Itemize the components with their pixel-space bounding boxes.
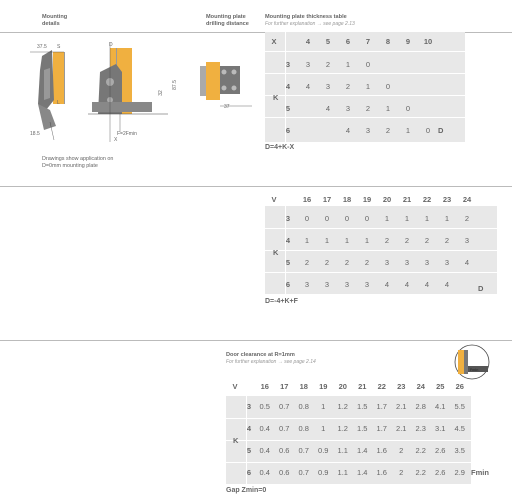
dim-37-5: 37.5 <box>37 44 47 50</box>
dim-87-5: 87.5 <box>171 80 178 90</box>
table-corner-label: V <box>232 382 238 391</box>
table-cell: 1.7 <box>376 402 387 411</box>
table-header-cell: 20 <box>382 195 392 204</box>
table-header-cell: 9 <box>405 37 411 46</box>
section-divider <box>0 340 512 341</box>
table-cell: 2 <box>404 236 410 245</box>
table-cell: 2.3 <box>415 424 426 433</box>
table-cell: 2 <box>464 214 470 223</box>
table-cell: 4 <box>384 280 390 289</box>
thickness-table-heading: Mounting plate thickness table <box>265 14 347 20</box>
table-row-label: 5 <box>285 104 291 113</box>
dim-l: L <box>57 100 60 106</box>
table-cell: 1.6 <box>376 446 387 455</box>
table-cell: 3 <box>424 258 430 267</box>
table-header-cell: 22 <box>422 195 432 204</box>
table-header-cell: 21 <box>358 382 367 391</box>
table-header-cell: 26 <box>455 382 464 391</box>
table-row-label: 5 <box>246 446 252 455</box>
table-cell: 2 <box>384 236 390 245</box>
table-cell: 0 <box>364 214 370 223</box>
table-header-cell: 7 <box>365 37 371 46</box>
table-cell: 3 <box>464 236 470 245</box>
table-cell: 1 <box>404 214 410 223</box>
dim-37: 37 <box>224 104 230 110</box>
table-corner-label: V <box>271 195 277 204</box>
table-cell: 2 <box>424 236 430 245</box>
table-cell: 2 <box>399 468 404 477</box>
plate-drilling-heading: Mounting plate drilling distance <box>206 14 249 27</box>
table-cell: 0.7 <box>279 424 290 433</box>
table-cell: 0.4 <box>259 468 270 477</box>
table-cell: 1.5 <box>357 402 368 411</box>
table-cell: 0.6 <box>279 468 290 477</box>
table-cell: 1 <box>384 214 390 223</box>
table-cell: 3 <box>384 258 390 267</box>
table-cell: 4 <box>444 280 450 289</box>
table-end-label: D <box>438 126 444 135</box>
table-cell: 5.5 <box>454 402 465 411</box>
table-row-label: 5 <box>285 258 291 267</box>
dim-18-5: 18.5 <box>30 131 40 137</box>
table-cell: 1 <box>345 60 351 69</box>
table-cell: 1 <box>324 236 330 245</box>
table-cell: 2 <box>344 258 350 267</box>
table-cell: 0.7 <box>279 402 290 411</box>
table-header-cell: 18 <box>299 382 308 391</box>
table-cell: 1.2 <box>337 424 348 433</box>
table-corner-label: X <box>271 37 277 46</box>
table-cell: 3 <box>305 60 311 69</box>
table-header-cell: 16 <box>260 382 269 391</box>
table-cell: 1.5 <box>357 424 368 433</box>
table-cell: 1.7 <box>376 424 387 433</box>
table-cell: 3 <box>444 258 450 267</box>
table-cell: 1 <box>385 104 391 113</box>
mounting-details-heading: Mounting details <box>42 14 68 27</box>
table-header-cell: 23 <box>442 195 452 204</box>
table-header-cell: 21 <box>402 195 412 204</box>
table-cell: 0.4 <box>259 446 270 455</box>
table-row-label: 3 <box>285 214 291 223</box>
table-cell: 2.8 <box>415 402 426 411</box>
table-row-axis-label: K <box>233 436 239 445</box>
table-cell: 0.6 <box>279 446 290 455</box>
see-further-note: For further explanation → see page 2.13 <box>265 21 355 27</box>
table-cell: 1.1 <box>337 446 348 455</box>
table-cell: 2 <box>325 60 331 69</box>
table-cell: 3.5 <box>454 446 465 455</box>
table-cell: 3 <box>304 280 310 289</box>
drawings-note: Drawings show application on D=0mm mounting plate <box>42 156 114 170</box>
table-cell: 0.9 <box>318 468 329 477</box>
table-end-label: Fmin <box>471 468 489 477</box>
see-further-note-2: For further explanation → see page 2.14 <box>226 359 316 365</box>
table-cell: 2 <box>364 258 370 267</box>
mounting-plate-drawing <box>200 52 252 112</box>
table-header-cell: 19 <box>362 195 372 204</box>
table-cell: 0 <box>365 60 371 69</box>
table-cell: 0.8 <box>298 424 309 433</box>
dim-32: 32 <box>157 90 164 96</box>
table-row-label: 3 <box>285 60 291 69</box>
table-header-cell: 24 <box>416 382 425 391</box>
dim-x: X <box>114 137 118 143</box>
table-row-label: 6 <box>285 280 291 289</box>
table-row-label: 4 <box>246 424 252 433</box>
section-divider <box>0 186 512 187</box>
table-cell: 3 <box>344 280 350 289</box>
table-header-cell: 20 <box>338 382 347 391</box>
table-cell: 4 <box>325 104 331 113</box>
table-cell: 1 <box>365 82 371 91</box>
table-cell: 3.1 <box>435 424 446 433</box>
table-cell: 2 <box>385 126 391 135</box>
table-cell: 4 <box>424 280 430 289</box>
table-header-cell: 23 <box>397 382 406 391</box>
table-cell: 4 <box>345 126 351 135</box>
table-cell: 2.1 <box>396 402 407 411</box>
table-cell: 2.2 <box>415 468 426 477</box>
table-cell: 4.1 <box>435 402 446 411</box>
table-cell: 1 <box>344 236 350 245</box>
dim-f: F=2Fmin <box>117 131 137 137</box>
table-header-cell: 17 <box>280 382 289 391</box>
table-cell: 3 <box>365 126 371 135</box>
table-cell: 0 <box>324 214 330 223</box>
table-cell: 1.6 <box>376 468 387 477</box>
table-cell: 3 <box>324 280 330 289</box>
table-cell: 2 <box>365 104 371 113</box>
table-cell: 0.7 <box>298 468 309 477</box>
table-cell: 1 <box>405 126 411 135</box>
table-cell: 2 <box>444 236 450 245</box>
table-cell: 0.8 <box>298 402 309 411</box>
table-cell: 3 <box>325 82 331 91</box>
table-header-cell: 24 <box>462 195 472 204</box>
table-cell: 3 <box>404 258 410 267</box>
table-cell: 2 <box>304 258 310 267</box>
table-cell: 2.6 <box>435 446 446 455</box>
table-cell: 1 <box>424 214 430 223</box>
table-cell: 0 <box>344 214 350 223</box>
table-cell: 0 <box>405 104 411 113</box>
table-header-cell: 25 <box>436 382 445 391</box>
table-row-axis-label: K <box>273 93 279 102</box>
table-cell: 0.7 <box>298 446 309 455</box>
table-cell: 2 <box>345 82 351 91</box>
table-header-cell: 18 <box>342 195 352 204</box>
table-cell: 1.2 <box>337 402 348 411</box>
table-cell: 2.1 <box>396 424 407 433</box>
table-cell: 4.5 <box>454 424 465 433</box>
table-cell: 4 <box>305 82 311 91</box>
table-row-label: 6 <box>246 468 252 477</box>
table-row-label: 4 <box>285 82 291 91</box>
table-header-cell: 6 <box>345 37 351 46</box>
table-row-label: 3 <box>246 402 252 411</box>
table-header-cell: 8 <box>385 37 391 46</box>
table-cell: 0.9 <box>318 446 329 455</box>
table-cell: 2.6 <box>435 468 446 477</box>
table-cell: 2.2 <box>415 446 426 455</box>
table-cell: 1 <box>321 402 326 411</box>
formula-3: Gap Zmin=0 <box>226 487 267 494</box>
table-cell: 3 <box>364 280 370 289</box>
table-cell: 0 <box>304 214 310 223</box>
table-cell: 2.9 <box>454 468 465 477</box>
table-row-axis-label: K <box>273 248 279 257</box>
table-header-cell: 17 <box>322 195 332 204</box>
table-end-label: D <box>478 284 484 293</box>
table-cell: 0 <box>385 82 391 91</box>
table-header-cell: 5 <box>325 37 331 46</box>
table-header-cell: 16 <box>302 195 312 204</box>
table-cell: 3 <box>345 104 351 113</box>
table-cell: 2 <box>399 446 404 455</box>
icon-fmin-label: Fmin <box>470 368 479 372</box>
table-cell: 2 <box>324 258 330 267</box>
table-cell: 1.1 <box>337 468 348 477</box>
table-header-cell: 22 <box>377 382 386 391</box>
table-cell: 4 <box>404 280 410 289</box>
table-header-cell: 4 <box>305 37 311 46</box>
table-row-label: 6 <box>285 126 291 135</box>
hinge-side-drawing <box>24 40 79 140</box>
table-cell: 1 <box>364 236 370 245</box>
table-cell: 1.4 <box>357 468 368 477</box>
table-cell: 1 <box>304 236 310 245</box>
dim-d: D <box>109 42 113 48</box>
table-cell: 0 <box>425 126 431 135</box>
table-cell: 4 <box>464 258 470 267</box>
table-header-cell: 19 <box>319 382 328 391</box>
table-cell: 1.4 <box>357 446 368 455</box>
table-header-cell: 10 <box>423 37 433 46</box>
table-cell: 0.5 <box>259 402 270 411</box>
door-clearance-heading: Door clearance at R=1mm <box>226 352 295 358</box>
formula-2: D=-4+K+F <box>265 298 298 305</box>
dim-s: S <box>57 44 61 50</box>
door-clearance-icon <box>452 344 492 380</box>
table-cell: 0.4 <box>259 424 270 433</box>
formula-1: D=4+K-X <box>265 144 295 151</box>
table-cell: 1 <box>321 424 326 433</box>
table-cell: 1 <box>444 214 450 223</box>
hinge-front-drawing <box>88 42 168 142</box>
table-row-label: 4 <box>285 236 291 245</box>
